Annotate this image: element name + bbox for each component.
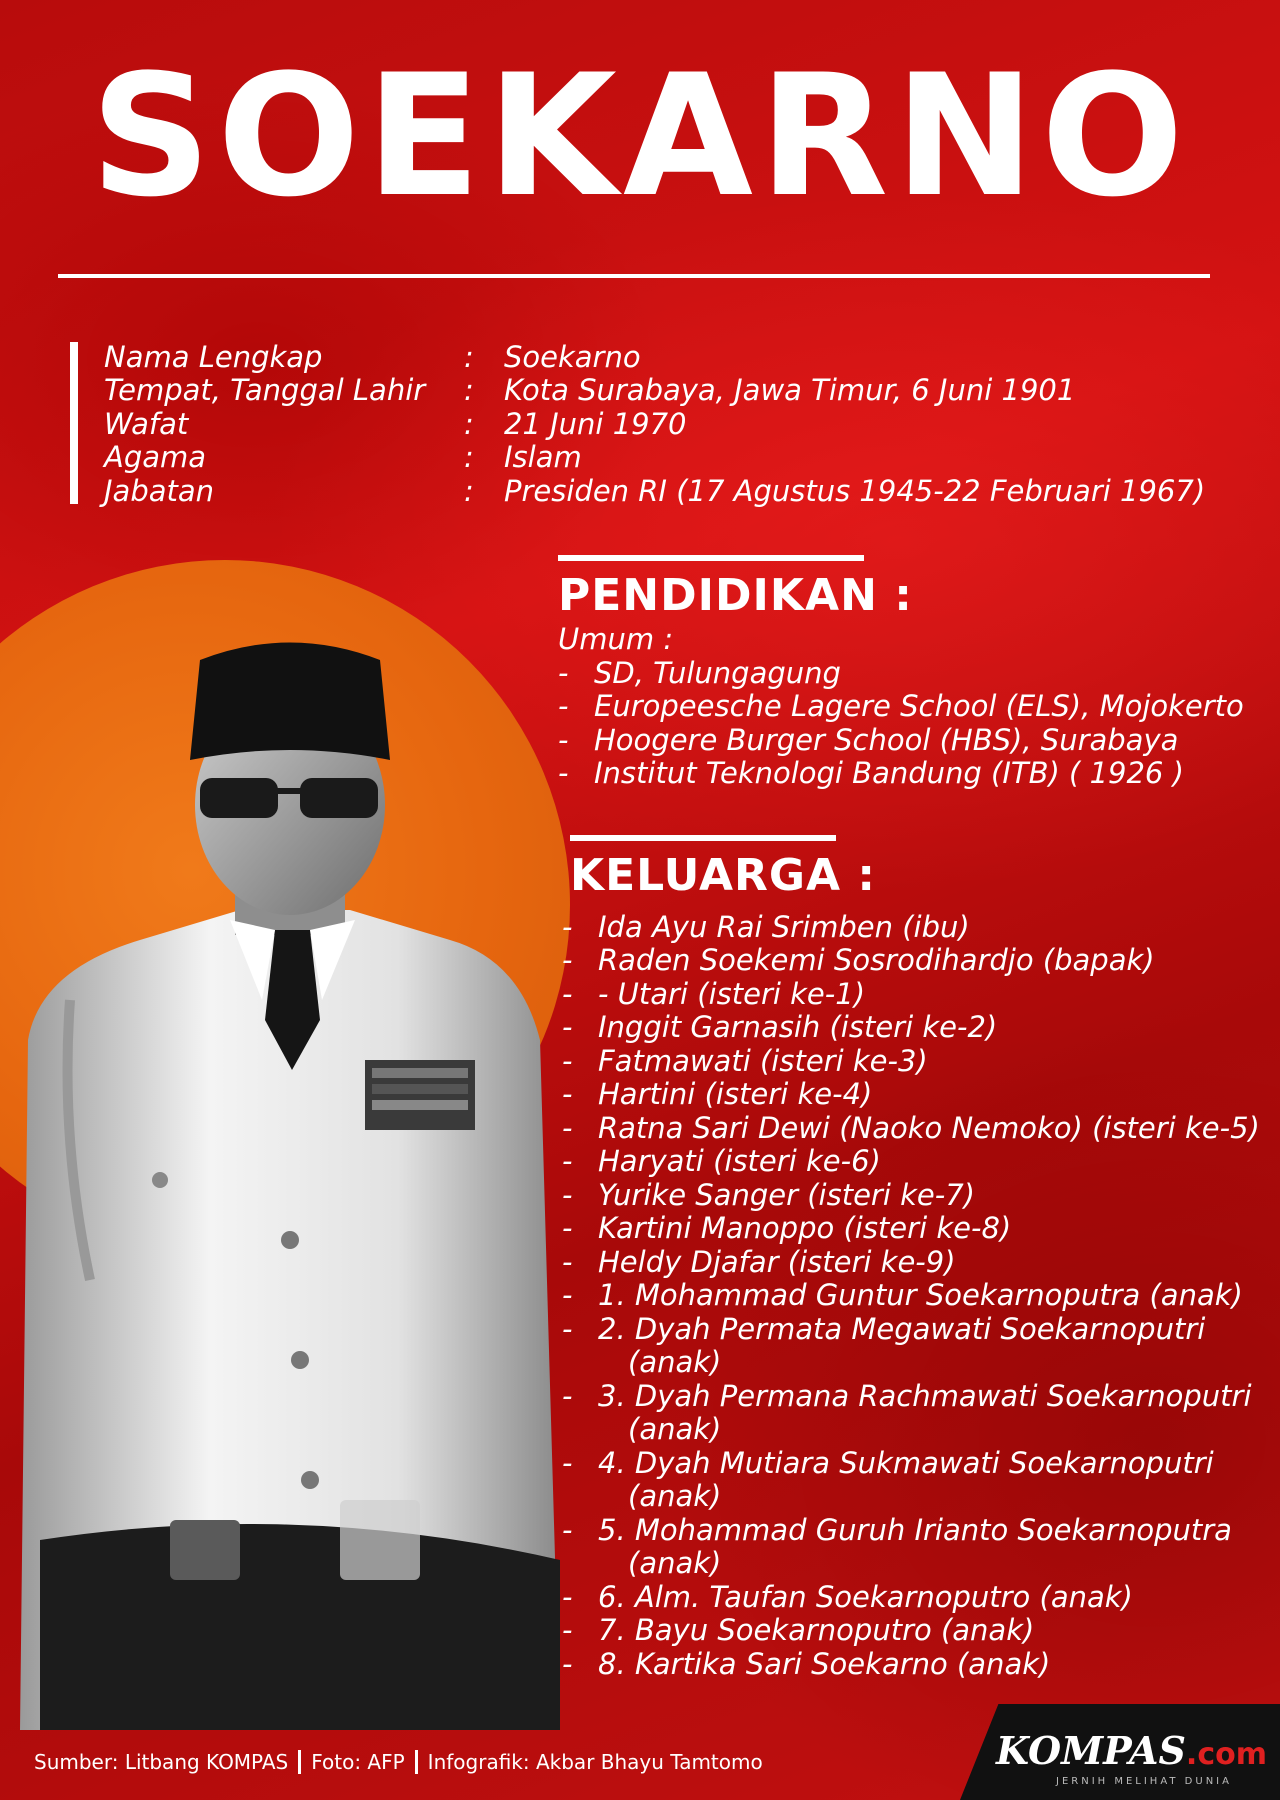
list-dash: - [562, 1311, 573, 1346]
list-item [558, 690, 1258, 724]
list-item-text: Haryati (isteri ke-6) [598, 1144, 881, 1179]
list-item [562, 910, 1272, 944]
list-item [562, 1245, 1272, 1279]
pendidikan-section [558, 622, 1258, 790]
list-dash: - [562, 1512, 573, 1547]
bio-value: Islam [504, 440, 582, 475]
list-dash: - [562, 1010, 573, 1045]
list-dash: - [562, 976, 573, 1011]
list-item-continuation: (anak) [628, 1545, 722, 1580]
list-dash: - [562, 1077, 573, 1112]
list-item-text: SD, Tulungagung [594, 655, 841, 690]
bio-colon: : [464, 473, 474, 508]
list-item [562, 1145, 1272, 1179]
list-dash: - [562, 1378, 573, 1413]
brand-tagline: JERNIH MELIHAT DUNIA [1056, 1776, 1232, 1787]
list-item [562, 1379, 1272, 1413]
bio-colon: : [464, 406, 474, 441]
list-item [562, 1111, 1272, 1145]
list-item-text: Hartini (isteri ke-4) [598, 1077, 873, 1112]
bio-value: 21 Juni 1970 [504, 406, 687, 441]
list-item-text: Yurike Sanger (isteri ke-7) [598, 1177, 975, 1212]
list-dash: - [562, 1211, 573, 1246]
list-item-text: Heldy Djafar (isteri ke-9) [598, 1244, 956, 1279]
list-item-continuation: (anak) [628, 1344, 722, 1379]
list-item-text: 7. Bayu Soekarnoputro (anak) [598, 1613, 1035, 1648]
list-item-text: Raden Soekemi Sosrodihardjo (bapak) [598, 943, 1155, 978]
bio-section [104, 340, 1254, 508]
pendidikan-divider [558, 555, 864, 561]
bio-colon: : [464, 440, 474, 475]
footer-credits [34, 1750, 763, 1774]
list-dash: - [562, 1613, 573, 1648]
list-item-text: Europeesche Lagere School (ELS), Mojokerto [594, 689, 1244, 724]
list-dash: - [562, 1043, 573, 1078]
list-item [562, 977, 1272, 1011]
portrait-photo [0, 640, 600, 1730]
brand-suffix: .com [1185, 1737, 1267, 1772]
list-item-text: Hoogere Burger School (HBS), Surabaya [594, 722, 1179, 757]
pendidikan-subheading: Umum : [558, 622, 674, 656]
list-dash: - [562, 1278, 573, 1313]
list-item [562, 1078, 1272, 1112]
bio-value: Soekarno [504, 339, 641, 374]
list-item [562, 1614, 1272, 1648]
list-item [562, 944, 1272, 978]
bio-value: Kota Surabaya, Jawa Timur, 6 Juni 1901 [504, 373, 1076, 408]
list-item [562, 1513, 1272, 1547]
footer-photo: Foto: AFP [311, 1750, 405, 1774]
footer-separator [415, 1750, 418, 1774]
list-dash: - [562, 1445, 573, 1480]
list-item-text: Fatmawati (isteri ke-3) [598, 1043, 928, 1078]
list-item-text: 8. Kartika Sari Soekarno (anak) [598, 1646, 1051, 1681]
list-item [562, 1044, 1272, 1078]
list-dash: - [562, 1110, 573, 1145]
footer-source: Sumber: Litbang KOMPAS [34, 1750, 289, 1774]
list-item [562, 1647, 1272, 1681]
brand-name: KOMPAS [996, 1728, 1186, 1773]
keluarga-list [562, 910, 1272, 1681]
list-dash: - [562, 943, 573, 978]
pendidikan-list [558, 656, 1258, 790]
list-item [562, 1279, 1272, 1313]
list-item-continuation: (anak) [628, 1478, 722, 1513]
bio-row [104, 407, 1254, 441]
bio-label: Tempat, Tanggal Lahir [104, 373, 426, 408]
list-dash: - [558, 655, 569, 690]
keluarga-heading: KELUARGA : [570, 850, 877, 901]
bio-colon: : [464, 339, 474, 374]
list-item-text: 4. Dyah Mutiara Sukmawati Soekarnoputri [598, 1445, 1214, 1480]
list-dash: - [562, 909, 573, 944]
list-item [562, 1446, 1272, 1480]
footer-separator [298, 1750, 301, 1774]
list-item [562, 1312, 1272, 1346]
list-dash: - [562, 1144, 573, 1179]
list-item-text: Ida Ayu Rai Srimben (ibu) [598, 909, 970, 944]
list-item-text: Institut Teknologi Bandung (ITB) ( 1926 ) [594, 756, 1184, 791]
list-item-text: Kartini Manoppo (isteri ke-8) [598, 1211, 1012, 1246]
bio-label: Agama [104, 440, 207, 475]
list-dash: - [558, 689, 569, 724]
list-item-text: 3. Dyah Permana Rachmawati Soekarnoputri [598, 1378, 1252, 1413]
pendidikan-heading: PENDIDIKAN : [558, 570, 913, 621]
list-item [562, 1580, 1272, 1614]
list-item-text: 2. Dyah Permata Megawati Soekarnoputri [598, 1311, 1206, 1346]
bio-label: Wafat [104, 406, 189, 441]
list-item [562, 1011, 1272, 1045]
list-dash: - [562, 1177, 573, 1212]
bio-label: Nama Lengkap [104, 339, 323, 374]
list-item [558, 723, 1258, 757]
bio-row [104, 474, 1254, 508]
kompas-logo [996, 1728, 1267, 1773]
bio-row [104, 340, 1254, 374]
bio-label: Jabatan [104, 473, 215, 508]
bio-accent-bar [70, 342, 78, 504]
list-item-text: Ratna Sari Dewi (Naoko Nemoko) (isteri ke-5) [598, 1110, 1260, 1145]
list-item [558, 757, 1258, 791]
list-dash: - [558, 756, 569, 791]
list-dash: - [562, 1244, 573, 1279]
list-dash: - [562, 1646, 573, 1681]
list-dash: - [558, 722, 569, 757]
footer-infographic: Infografik: Akbar Bhayu Tamtomo [427, 1750, 763, 1774]
page-title: SOEKARNO [90, 38, 1190, 234]
list-item [558, 656, 1258, 690]
list-item-text: 1. Mohammad Guntur Soekarnoputra (anak) [598, 1278, 1243, 1313]
keluarga-divider [570, 835, 836, 841]
list-item-text: Inggit Garnasih (isteri ke-2) [598, 1010, 998, 1045]
list-item-continuation: (anak) [628, 1411, 722, 1446]
list-dash: - [562, 1579, 573, 1614]
list-item-text: 5. Mohammad Guruh Irianto Soekarnoputra [598, 1512, 1232, 1547]
bio-row [104, 441, 1254, 475]
list-item-text: - Utari (isteri ke-1) [598, 976, 866, 1011]
title-divider [58, 274, 1210, 278]
list-item [562, 1178, 1272, 1212]
bio-row [104, 374, 1254, 408]
list-item-text: 6. Alm. Taufan Soekarnoputro (anak) [598, 1579, 1133, 1614]
bio-colon: : [464, 373, 474, 408]
list-item [562, 1212, 1272, 1246]
bio-value: Presiden RI (17 Agustus 1945-22 Februari 1967) [504, 473, 1206, 508]
